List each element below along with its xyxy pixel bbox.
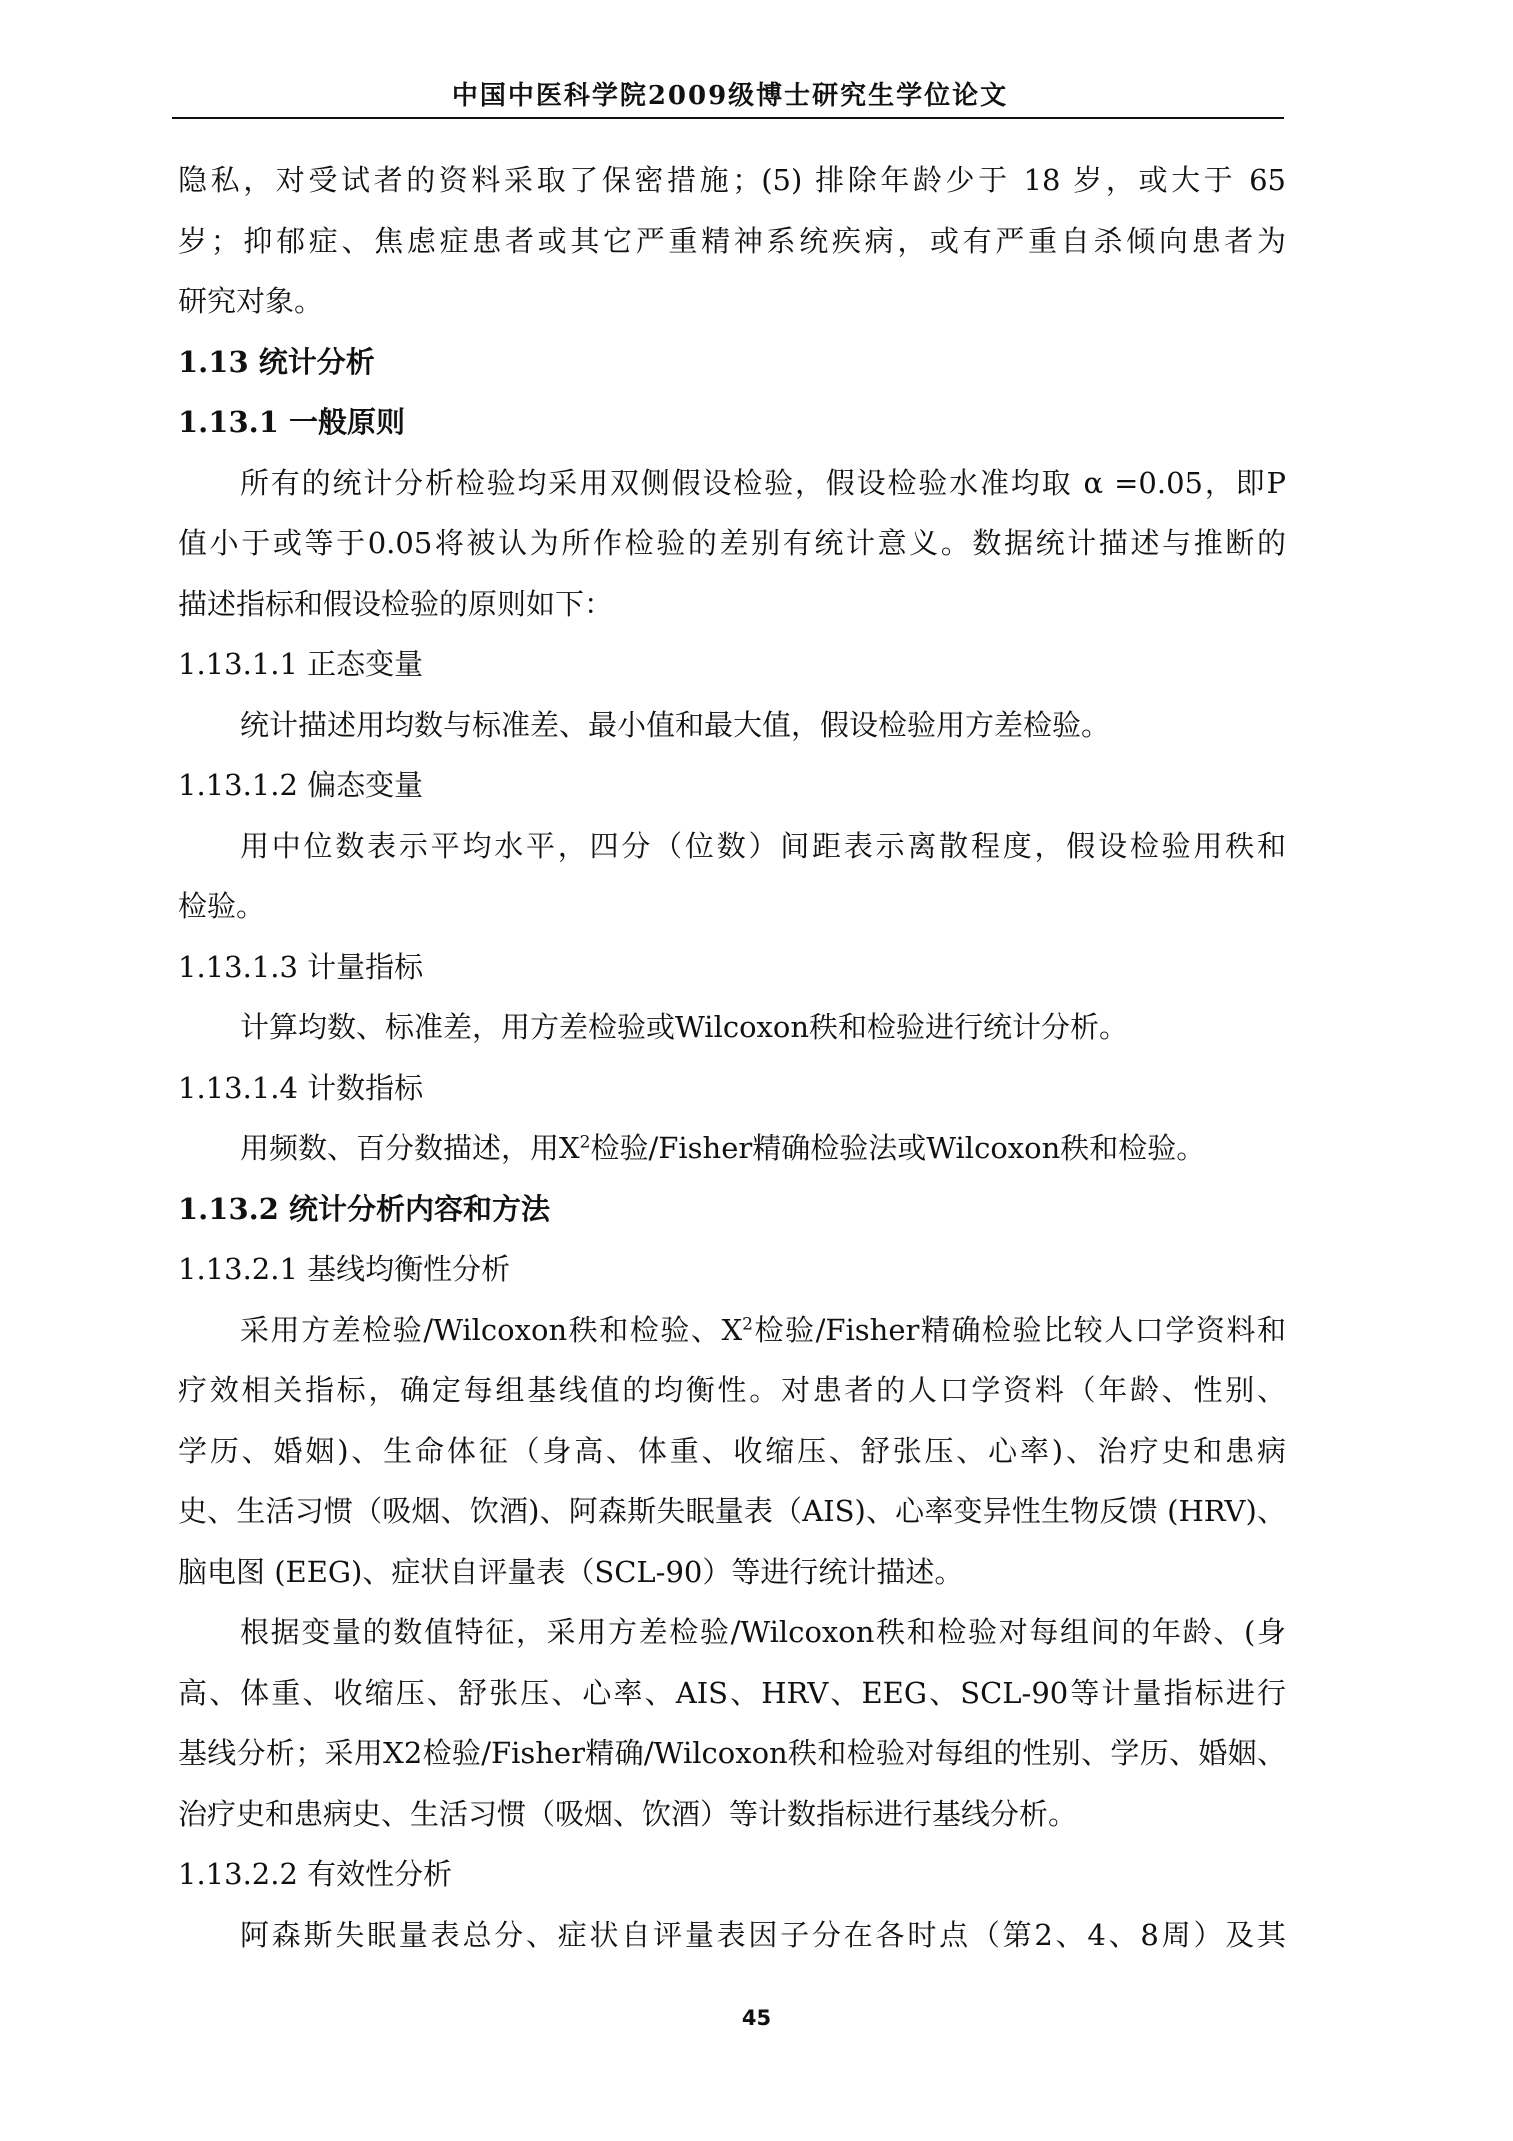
text-run: 用频数、百分数描述，用X xyxy=(240,1131,580,1165)
paragraph-line: 研究对象。 xyxy=(178,284,324,318)
paragraph-line: 阿森斯失眠量表总分、症状自评量表因子分在各时点（第2、4、8周）及其 xyxy=(240,1917,1286,1952)
paragraph-line: 根据变量的数值特征，采用方差检验/Wilcoxon秩和检验对每组间的年龄、(身 xyxy=(240,1615,1286,1649)
section-heading-1-13: 1.13 统计分析 xyxy=(178,344,375,379)
paragraph-line: 统计描述用均数与标准差、最小值和最大值，假设检验用方差检验。 xyxy=(240,707,1111,742)
text-run: 检验/Fisher精确检验比较人口学资料和 xyxy=(752,1312,1286,1347)
paragraph-line: 岁；抑郁症、焦虑症患者或其它严重精神系统疾病，或有严重自杀倾向患者为 xyxy=(178,223,1286,258)
paragraph-line: 学历、婚姻)、生命体征（身高、体重、收缩压、舒张压、心率)、治疗史和患病 xyxy=(178,1433,1286,1468)
subsection-heading-1-13-1-1: 1.13.1.1 正态变量 xyxy=(178,647,424,681)
paragraph-line xyxy=(178,1300,1286,1361)
paragraph-line: 基线分析；采用X2检验/Fisher精确/Wilcoxon秩和检验对每组的性别、学历、婚姻、 xyxy=(178,1736,1286,1770)
section-heading-1-13-1: 1.13.1 一般原则 xyxy=(178,405,406,439)
subsection-heading-1-13-1-2: 1.13.1.2 偏态变量 xyxy=(178,768,424,802)
paragraph-line: 值小于或等于0.05将被认为所作检验的差别有统计意义。数据统计描述与推断的 xyxy=(178,526,1286,560)
page-number: 45 xyxy=(741,2006,772,2030)
paragraph-line: 疗效相关指标，确定每组基线值的均衡性。对患者的人口学资料（年龄、性别、 xyxy=(178,1373,1286,1407)
section-heading-1-13-2: 1.13.2 统计分析内容和方法 xyxy=(178,1191,551,1226)
paragraph-line: 计算均数、标准差，用方差检验或Wilcoxon秩和检验进行统计分析。 xyxy=(240,1010,1129,1044)
superscript: 2 xyxy=(579,1132,591,1153)
header-rule xyxy=(172,117,1284,119)
paragraph-line: 隐私，对受试者的资料采取了保密措施；(5) 排除年龄少于 18 岁，或大于 65 xyxy=(178,163,1286,197)
subsection-heading-1-13-1-4: 1.13.1.4 计数指标 xyxy=(178,1070,424,1105)
paragraph-line: 描述指标和假设检验的原则如下： xyxy=(178,586,614,621)
paragraph-line: 脑电图 (EEG)、症状自评量表（SCL-90）等进行统计描述。 xyxy=(178,1554,964,1589)
paragraph-line: 治疗史和患病史、生活习惯（吸烟、饮酒）等计数指标进行基线分析。 xyxy=(178,1796,1078,1831)
running-header: 中国中医科学院2009级博士研究生学位论文 xyxy=(451,81,1009,111)
subsection-heading-1-13-2-2: 1.13.2.2 有效性分析 xyxy=(178,1857,453,1891)
text-run: 检验/Fisher精确检验法或Wilcoxon秩和检验。 xyxy=(590,1131,1206,1165)
paragraph-line xyxy=(178,1118,1286,1179)
superscript: 2 xyxy=(742,1313,753,1334)
paragraph-line: 所有的统计分析检验均采用双侧假设检验，假设检验水准均取 α =0.05，即P xyxy=(240,465,1286,500)
paragraph-line: 用中位数表示平均水平，四分（位数）间距表示离散程度，假设检验用秩和 xyxy=(240,828,1286,863)
paragraph-line: 检验。 xyxy=(178,889,266,923)
paragraph-line: 高、体重、收缩压、舒张压、心率、AIS、HRV、EEG、SCL-90等计量指标进行 xyxy=(178,1675,1286,1710)
page-body xyxy=(178,150,1286,1965)
paragraph-line: 史、生活习惯（吸烟、饮酒)、阿森斯失眠量表（AIS)、心率变异性生物反馈 (HRV)、 xyxy=(178,1494,1286,1528)
text-run: 采用方差检验/Wilcoxon秩和检验、X xyxy=(240,1312,743,1347)
subsection-heading-1-13-2-1: 1.13.2.1 基线均衡性分析 xyxy=(178,1252,511,1286)
subsection-heading-1-13-1-3: 1.13.1.3 计量指标 xyxy=(178,949,424,984)
